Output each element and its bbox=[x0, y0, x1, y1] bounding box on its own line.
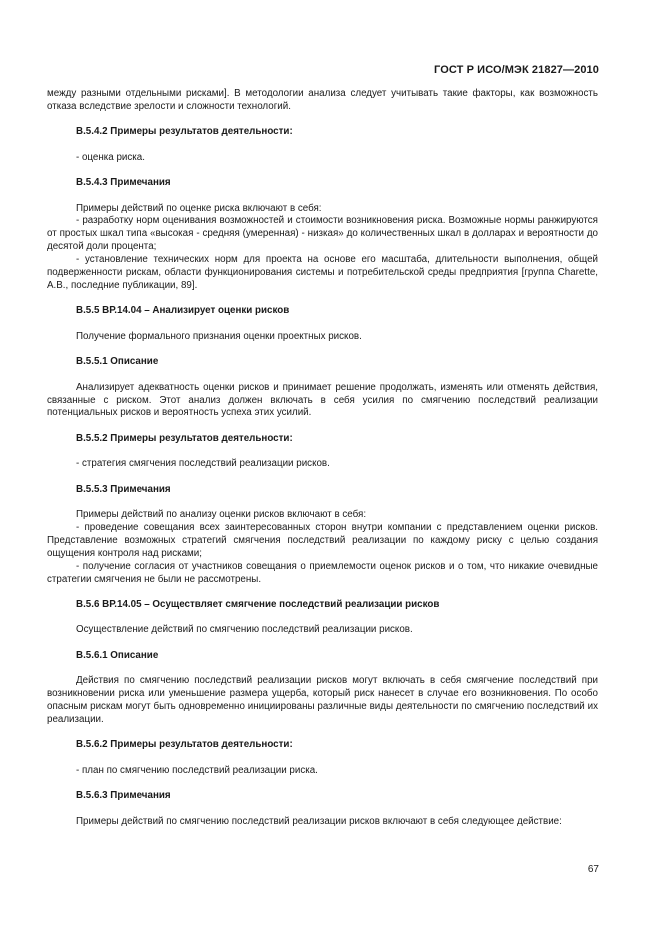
heading-b561: В.5.6.1 Описание bbox=[76, 649, 159, 661]
heading-b563: В.5.6.3 Примечания bbox=[76, 790, 171, 802]
page-number: 67 bbox=[587, 864, 599, 875]
heading-b552: В.5.5.2 Примеры результатов деятельности: bbox=[76, 432, 293, 444]
paragraph-b543-item1: - разработку норм оценивания возможностей и стоимости возникновения риска. Возможные нормы ранжируются от простых шкал типа «высокая - средняя (умеренная) - низкая» до количественных шкал в долларах и вероятности до десятой доли процента; bbox=[47, 215, 598, 253]
heading-b562: В.5.6.2 Примеры результатов деятельности: bbox=[76, 739, 293, 751]
standard-header: ГОСТ Р ИСО/МЭК 21827—2010 bbox=[434, 64, 599, 76]
paragraph-b552: - стратегия смягчения последствий реализации рисков. bbox=[76, 458, 330, 470]
paragraph-continuation: между разными отдельными рисками]. В методологии анализа следует учитывать такие факторы, как возможность отказа вследствие зрелости и сложности технологий. bbox=[47, 88, 598, 112]
paragraph-b553-item1: - проведение совещания всех заинтересованных сторон внутри компании с представлением оценки рисков. Представление возможных стратегий смягчения последствий реализации по каждому риску с целью создания ощущения контроля над рисками; bbox=[47, 521, 598, 559]
paragraph-b562: - план по смягчению последствий реализации риска. bbox=[76, 764, 318, 776]
paragraph-b563: Примеры действий по смягчению последствий реализации рисков включают в себя следующее действие: bbox=[76, 815, 562, 827]
heading-b542: В.5.4.2 Примеры результатов деятельности: bbox=[76, 126, 293, 138]
heading-b543: В.5.4.3 Примечания bbox=[76, 177, 171, 189]
paragraph-b56: Осуществление действий по смягчению последствий реализации рисков. bbox=[76, 624, 413, 636]
paragraph-b543-intro: Примеры действий по оценке риска включают в себя: bbox=[76, 202, 322, 214]
heading-b55: В.5.5 ВР.14.04 – Анализирует оценки рисков bbox=[76, 305, 290, 317]
paragraph-b55: Получение формального признания оценки проектных рисков. bbox=[76, 330, 362, 342]
heading-b551: В.5.5.1 Описание bbox=[76, 356, 159, 368]
paragraph-b561: Действия по смягчению последствий реализации рисков могут включать в себя смягчение последствий при возникновении риска или уменьшение размера ущерба, который риск нанесет в случае его возникновения. По особо опасным рискам могут быть одновременно инициированы различные виды деятельности по смягчению последствий их реализации. bbox=[47, 675, 598, 725]
paragraph-b551: Анализирует адекватность оценки рисков и принимает решение продолжать, изменять или отменять действия, связанные с риском. Этот анализ должен включать в себя усилия по смягчению последствий реализации потенциальных рисков и вероятность успеха этих усилий. bbox=[47, 381, 598, 419]
paragraph-b553-intro: Примеры действий по анализу оценки рисков включают в себя: bbox=[76, 509, 367, 521]
heading-b553: В.5.5.3 Примечания bbox=[76, 483, 171, 495]
paragraph-b553-item2: - получение согласия от участников совещания о приемлемости оценок рисков и о том, что никакие очевидные стратегии смягчения не были не рассмотрены. bbox=[47, 560, 598, 585]
paragraph-b542: - оценка риска. bbox=[76, 151, 145, 163]
heading-b56: В.5.6 ВР.14.05 – Осуществляет смягчение последствий реализации рисков bbox=[76, 598, 440, 610]
paragraph-b543-item2: - установление технических норм для проекта на основе его масштаба, длительности выполнения, общей подверженности рискам, области функционирования системы и потребительской среды предприятия [группа Charette, A.B., последние публикации, 89]. bbox=[47, 254, 598, 291]
body-text bbox=[47, 88, 598, 828]
